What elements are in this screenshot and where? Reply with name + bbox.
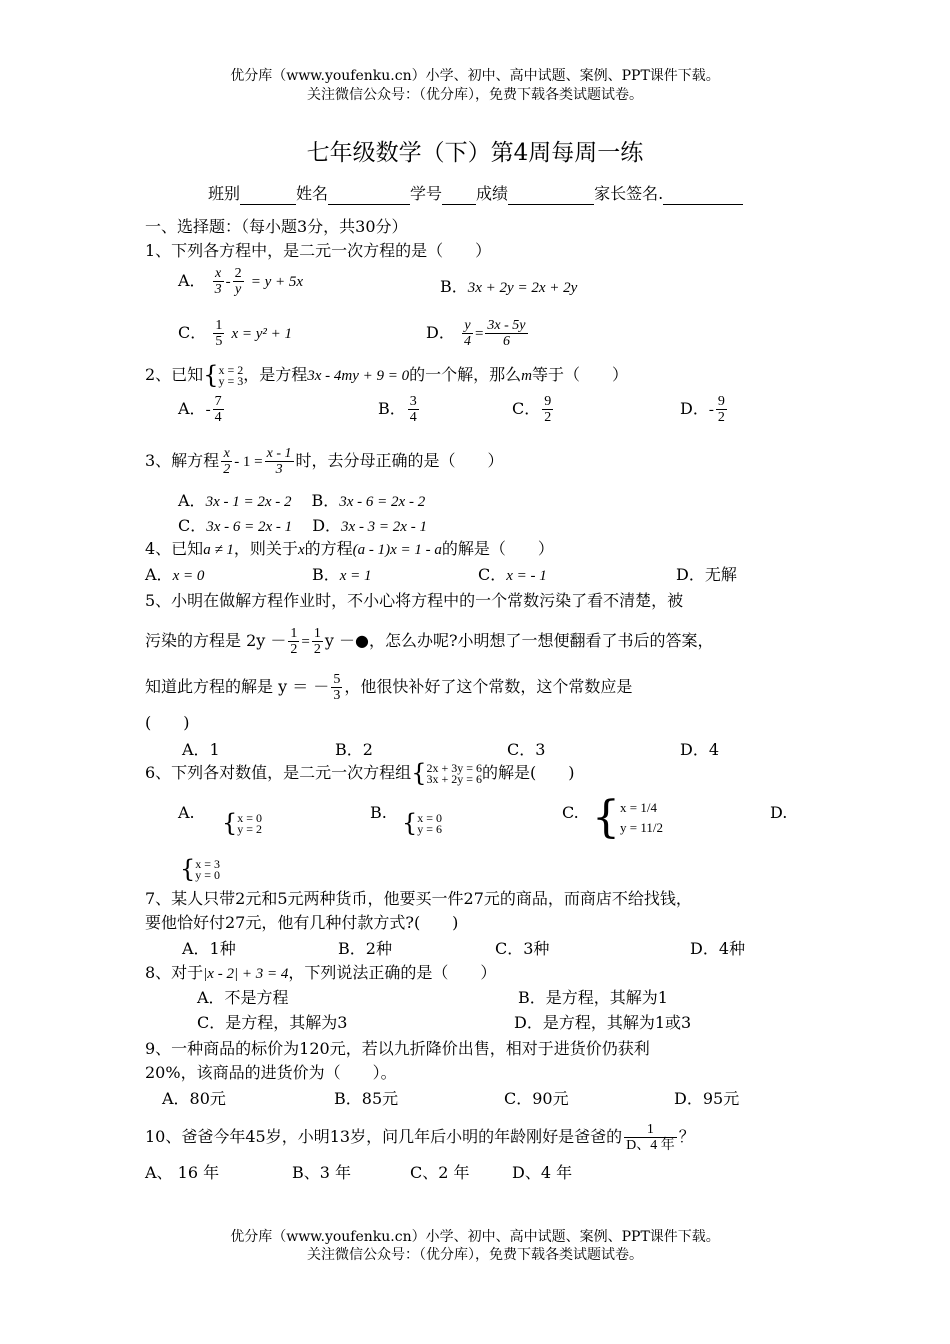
q1-option-b: B．3x + 2y = 2x + 2y [440, 277, 578, 296]
parent-signature-blank [663, 188, 743, 205]
q6-option-b: { x = 0 y = 6 [402, 809, 443, 837]
q10-option-a: A、 16 年 [145, 1163, 220, 1182]
q6-system: { 2x + 3y = 6 3x + 2y = 6 [411, 759, 483, 787]
q6-option-b-label: B. [370, 803, 387, 822]
page-title: 七年级数学（下）第4周每周一练 [306, 140, 644, 166]
q4-option-d: D．无解 [676, 565, 737, 584]
q7-line2: 要他恰好付27元，他有几种付款方式?( ) [145, 913, 459, 932]
q6-option-a: { x = 0 y = 2 [222, 809, 263, 837]
q8-stem: 8、对于|x - 2| + 3 = 4，下列说法正确的是（ ） [145, 963, 497, 982]
q6-option-c-label: C. [562, 803, 579, 822]
q6-stem: 6、下列各对数值，是二元一次方程组{ 2x + 3y = 6 3x + 2y = 6 的解是( ) [145, 759, 575, 787]
name-label: 姓名 [296, 184, 329, 203]
q7-line1: 7、某人只带2元和5元两种货币，他要买一件27元的商品，而商店不给找钱， [145, 889, 692, 908]
q7-option-a: A．1种 [182, 939, 236, 958]
q5-option-d: D．4 [680, 740, 720, 759]
q9-option-a: A．80元 [162, 1089, 226, 1108]
q3-options-row2: C．3x - 6 = 2x - 1 D．3x - 3 = 2x - 1 [178, 516, 427, 535]
q2-option-b: B． $\frac{3}{4}$ [378, 394, 417, 425]
signature-mark: . [658, 184, 664, 203]
q10-option-d: D、4 年 [512, 1163, 573, 1182]
score-label: 成绩 [476, 184, 509, 203]
q10-option-c: C、2 年 [410, 1163, 470, 1182]
class-blank [240, 188, 296, 205]
parent-signature-label: 家长签名 [594, 184, 659, 203]
q6-option-d-label: D. [770, 803, 788, 822]
q5-option-b: B．2 [335, 740, 373, 759]
q1-option-d: D． $\frac{y}{4}$ = $\frac{3x - 5y}{6}$ [426, 318, 526, 349]
q1-option-a: A． $\frac{x}{3}$ - $\frac{2}{y}$ = y + 5x [178, 266, 304, 297]
footer-line-1: 优分库（www.youfenku.cn）小学、初中、高中试题、案例、PPT课件下载。 [230, 1229, 720, 1245]
footer-line-2: 关注微信公众号：（优分库），免费下载各类试题试卷。 [307, 1247, 643, 1263]
q1-a-frac1: $\frac{x}{3}$ [214, 266, 222, 297]
q8-option-b: B．是方程，其解为1 [518, 988, 668, 1007]
q4-option-c: C．x = - 1 [478, 565, 547, 584]
q5-line4: ( ) [145, 713, 190, 732]
student-id-label: 学号 [410, 184, 443, 203]
q8-option-a: A．不是方程 [197, 988, 289, 1007]
q1-stem: 1、下列各方程中，是二元一次方程的是（ ） [145, 241, 492, 260]
q1-c-frac: $\frac{1}{5}$ [215, 318, 223, 349]
q10-option-b: B、3 年 [292, 1163, 352, 1182]
class-label: 班别 [208, 184, 241, 203]
q8-option-c: C．是方程，其解为3 [197, 1013, 348, 1032]
q5-line2: 污染的方程是 2y － $\frac{1}{2}$ = $\frac{1}{2}$ y －●，怎么办呢?小明想了一想便翻看了书后的答案， [145, 626, 714, 657]
student-info-line [208, 183, 743, 205]
score-blank [508, 188, 594, 205]
q1-d-frac2: $\frac{3x - 5y}{6}$ [487, 318, 526, 349]
q9-option-b: B．85元 [334, 1089, 399, 1108]
q5-option-c: C．3 [507, 740, 546, 759]
q1-d-frac1: $\frac{y}{4}$ [463, 318, 471, 349]
q1-a-frac2: $\frac{2}{y}$ [234, 266, 242, 297]
name-blank [328, 188, 410, 205]
q2-stem: 2、已知{ x = 2 y = 3 ，是方程3x - 4my + 9 = 0的一个解，那么m等于（ ） [145, 361, 629, 389]
q9-option-c: C．90元 [504, 1089, 569, 1108]
q6-option-a-label: A. [178, 803, 195, 822]
q9-line2: 20%，该商品的进货价为（ ）。 [145, 1063, 397, 1082]
q2-option-c: C． $\frac{9}{2}$ [512, 394, 552, 425]
q1-option-c: C． $\frac{1}{5}$ x = y² + 1 [178, 318, 292, 349]
q6-option-d: { x = 3 y = 0 [180, 855, 221, 883]
q4-stem: 4、已知a ≠ 1，则关于x的方程(a - 1)x = 1 - a的解是（ ） [145, 539, 554, 558]
q5-line1: 5、小明在做解方程作业时，不小心将方程中的一个常数污染了看不清楚，被 [145, 591, 684, 610]
q8-option-d: D．是方程，其解为1或3 [514, 1013, 692, 1032]
q2-option-d: D．- $\frac{9}{2}$ [680, 394, 725, 425]
header-line-2: 关注微信公众号：（优分库），免费下载各类试题试卷。 [307, 87, 643, 103]
q3-options-row1: A．3x - 1 = 2x - 2 B．3x - 6 = 2x - 2 [178, 491, 426, 510]
section-heading: 一、选择题：（每小题3分，共30分） [145, 217, 408, 236]
q4-option-a: A．x = 0 [145, 565, 205, 584]
q7-option-c: C．3种 [495, 939, 550, 958]
q6-option-c: { x = 1/4 y = 11/2 [592, 792, 663, 843]
q5-option-a: A．1 [182, 740, 220, 759]
q10-stem: 10、爸爸今年45岁，小明13岁，问几年后小明的年龄刚好是爸爸的 $\frac{1}{\text{D、4 年}}$ ？ [145, 1122, 695, 1153]
q3-stem: 3、解方程 $\frac{x}{2}$ - 1 = $\frac{x - 1}{3}$ 时，去分母正确的是（ ） [145, 446, 504, 477]
q9-option-d: D．95元 [674, 1089, 740, 1108]
q7-option-b: B．2种 [338, 939, 392, 958]
student-id-blank [442, 188, 476, 205]
q2-system: { x = 2 y = 3 [203, 361, 244, 389]
q2-option-a: A．- $\frac{7}{4}$ [178, 394, 222, 425]
q9-line1: 9、一种商品的标价为120元，若以九折降价出售，相对于进货价仍获利 [145, 1039, 650, 1058]
q4-option-b: B．x = 1 [312, 565, 372, 584]
q7-option-d: D．4种 [690, 939, 746, 958]
header-line-1: 优分库（www.youfenku.cn）小学、初中、高中试题、案例、PPT课件下载。 [230, 68, 720, 84]
q5-line3: 知道此方程的解是 y ＝ － $\frac{5}{3}$ ，他很快补好了这个常数，这个常数应是 [145, 672, 633, 703]
